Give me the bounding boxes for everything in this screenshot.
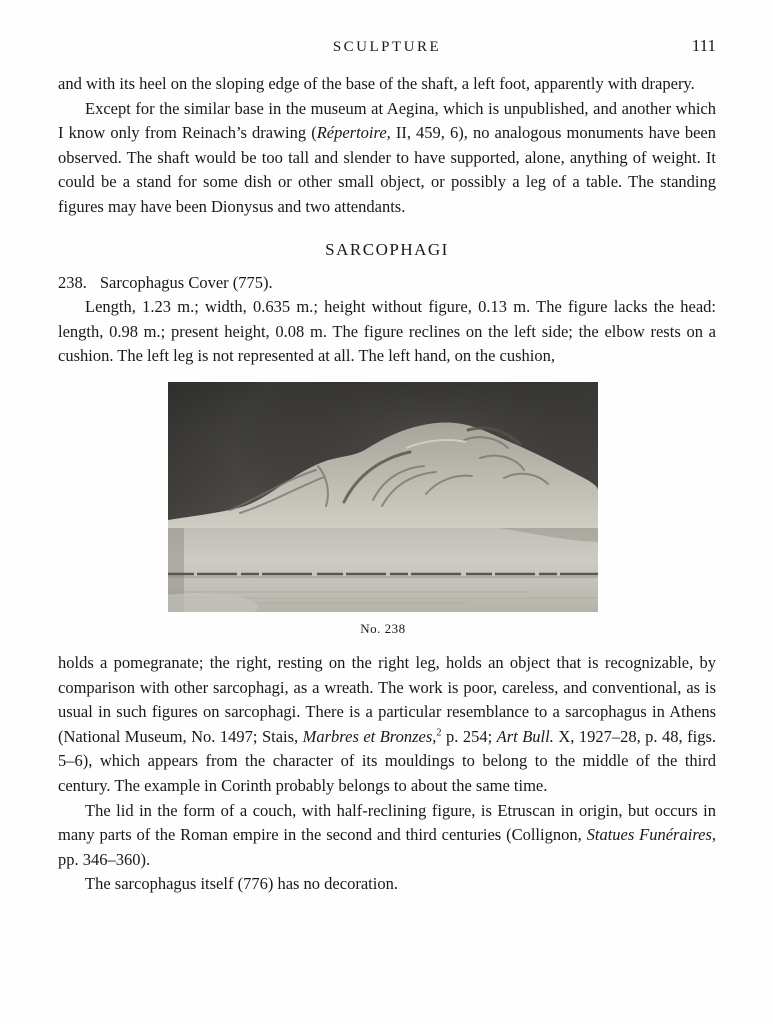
body-paragraph-3: The sarcophagus itself (776) has no decoration. — [85, 874, 398, 894]
body-paragraph-2: The lid in the form of a couch, with half-reclining figure, is Etruscan in origin, but occurs in many parts of the Roman empire in the second and third centuries (Collignon, Statues Funéraires, pp. 346–360). — [58, 800, 716, 869]
body-paragraph-1: holds a pomegranate; the right, resting on the right leg, holds an object that is recognizable, by comparison with other sarcophagi, as a wreath. The work is poor, careless, and conventional, as is usual in such figures on sarcophagi. There is a particular resemblance to a sarcophagus in Athens (National Museum, No. 1497; Stais, Marbres et Bronzes,$^2$ p. 254; Art Bull. X, 1927–28, p. 48, figs. 5–6), which appears from the character of its mouldings to belong to the middle of the third century. The example in Corinth probably belongs to about the same time. — [58, 652, 716, 795]
sarcophagus-cover-photo — [168, 382, 598, 612]
page-number: 111 — [691, 36, 716, 55]
running-header — [58, 36, 716, 56]
figure-238 — [58, 382, 716, 637]
intro-paragraph-1: and with its heel on the sloping edge of the base of the shaft, a left foot, apparently with drapery. — [58, 74, 695, 93]
running-header-title: SCULPTURE — [332, 39, 442, 55]
intro-paragraph-2: Except for the similar base in the museum at Aegina, which is unpublished, and another which I know only from Reinach’s drawing (Répertoire, II, 459, 6), no analogous monuments have been observed. The shaft would be too tall and slender to have supported, alone, anything of weight. It could be a stand for some dish or other small object, or possibly a leg of a table. The standing figures may have been Dionysus and two attendants. — [58, 98, 716, 216]
entry-number: 238. — [58, 272, 87, 292]
figure-caption: No. 238 — [360, 620, 406, 636]
entry-title: Sarcophagus Cover (775). — [99, 272, 273, 292]
section-heading-sarcophagi: SARCOPHAGI — [325, 239, 449, 259]
entry-heading — [58, 271, 716, 296]
entry-paragraph: Length, 1.23 m.; width, 0.635 m.; height without figure, 0.13 m. The figure lacks the head: length, 0.98 m.; present height, 0.08 m. The figure reclines on the left side; the elbow rests on a cushion. The left leg is not represented at all. The left hand, on the cushion, — [58, 297, 716, 366]
